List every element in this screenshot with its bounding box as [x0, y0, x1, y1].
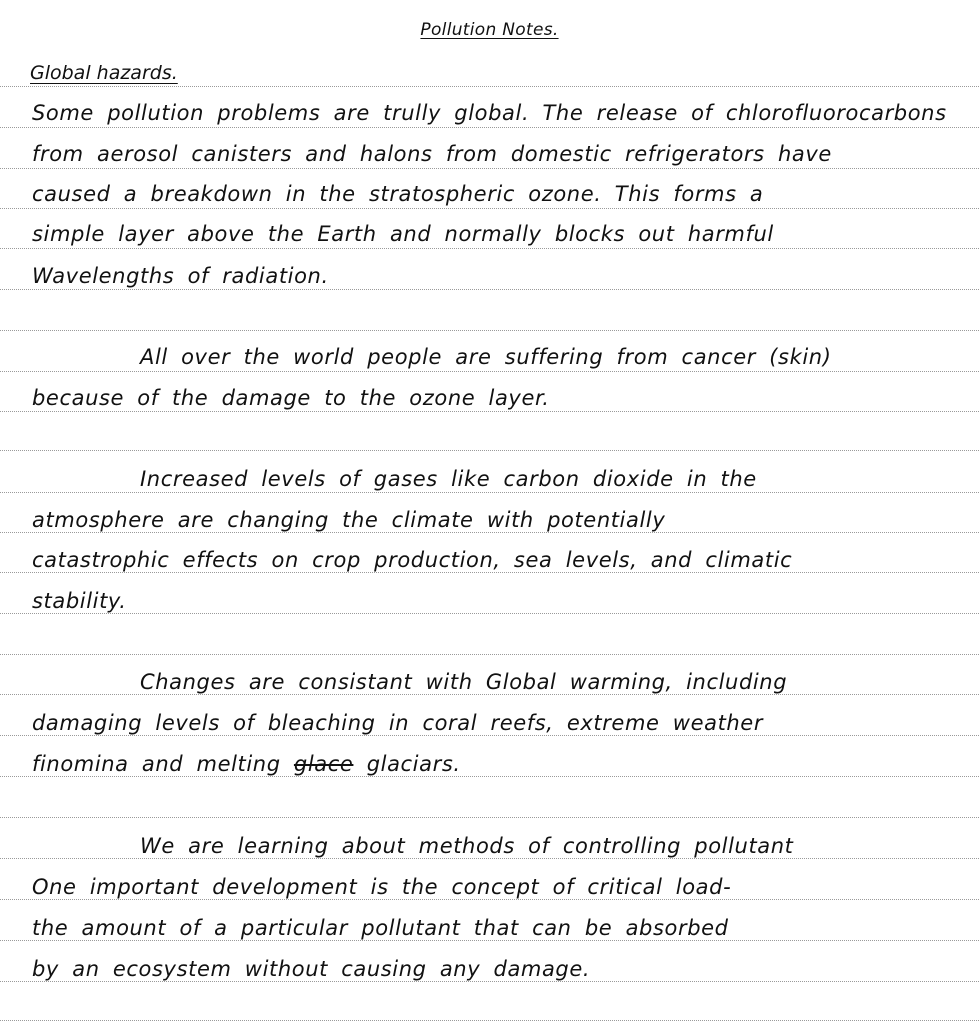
text-line: by an ecosystem without causing any damage. — [32, 957, 591, 981]
ruled-line — [0, 127, 979, 128]
ruled-line — [0, 86, 979, 87]
text-line: Changes are consistant with Global warming, including — [140, 670, 788, 694]
text-line: caused a breakdown in the stratospheric ozone. This forms a — [32, 182, 764, 206]
text-line: atmosphere are changing the climate with potentially — [32, 508, 666, 532]
ruled-line — [0, 208, 979, 209]
section-heading: Global hazards. — [30, 62, 178, 84]
page-title — [0, 20, 979, 40]
ruled-line — [0, 694, 979, 695]
ruled-line — [0, 289, 979, 290]
ruled-line — [0, 411, 979, 412]
ruled-line — [0, 1020, 979, 1021]
struck-out-word: glace — [293, 752, 354, 776]
ruled-line — [0, 940, 979, 941]
ruled-line — [0, 613, 979, 614]
text-line: from aerosol canisters and halons from domestic refrigerators have — [32, 142, 832, 166]
text-fragment: glaciars. — [366, 752, 461, 776]
text-line: catastrophic effects on crop production, sea levels, and climatic — [32, 548, 793, 572]
ruled-line — [0, 168, 979, 169]
text-line-with-strikethrough — [32, 752, 461, 776]
text-line: Increased levels of gases like carbon dioxide in the — [140, 467, 757, 491]
text-line: One important development is the concept of critical load- — [32, 875, 732, 899]
ruled-line — [0, 330, 979, 331]
text-line: All over the world people are suffering from cancer (skin) — [140, 345, 832, 369]
ruled-line — [0, 735, 979, 736]
text-line: the amount of a particular pollutant that can be absorbed — [32, 916, 729, 940]
ruled-line — [0, 572, 979, 573]
ruled-line — [0, 858, 979, 859]
text-fragment: finomina and melting — [32, 752, 281, 776]
ruled-line — [0, 371, 979, 372]
ruled-line — [0, 532, 979, 533]
ruled-line — [0, 776, 979, 777]
ruled-line — [0, 450, 979, 451]
ruled-line — [0, 981, 979, 982]
ruled-line — [0, 654, 979, 655]
text-line: We are learning about methods of controlling pollutant — [140, 834, 794, 858]
text-line: stability. — [32, 589, 127, 613]
ruled-line — [0, 248, 979, 249]
text-line: damaging levels of bleaching in coral reefs, extreme weather — [32, 711, 764, 735]
ruled-line — [0, 899, 979, 900]
text-line: Some pollution problems are trully global. The release of chlorofluorocarbons — [32, 101, 947, 125]
text-line: because of the damage to the ozone layer. — [32, 386, 550, 410]
ruled-line — [0, 817, 979, 818]
text-line: simple layer above the Earth and normally blocks out harmful — [32, 222, 774, 246]
text-line: Wavelengths of radiation. — [32, 264, 329, 288]
page-title-text: Pollution Notes. — [420, 20, 559, 40]
ruled-line — [0, 492, 979, 493]
